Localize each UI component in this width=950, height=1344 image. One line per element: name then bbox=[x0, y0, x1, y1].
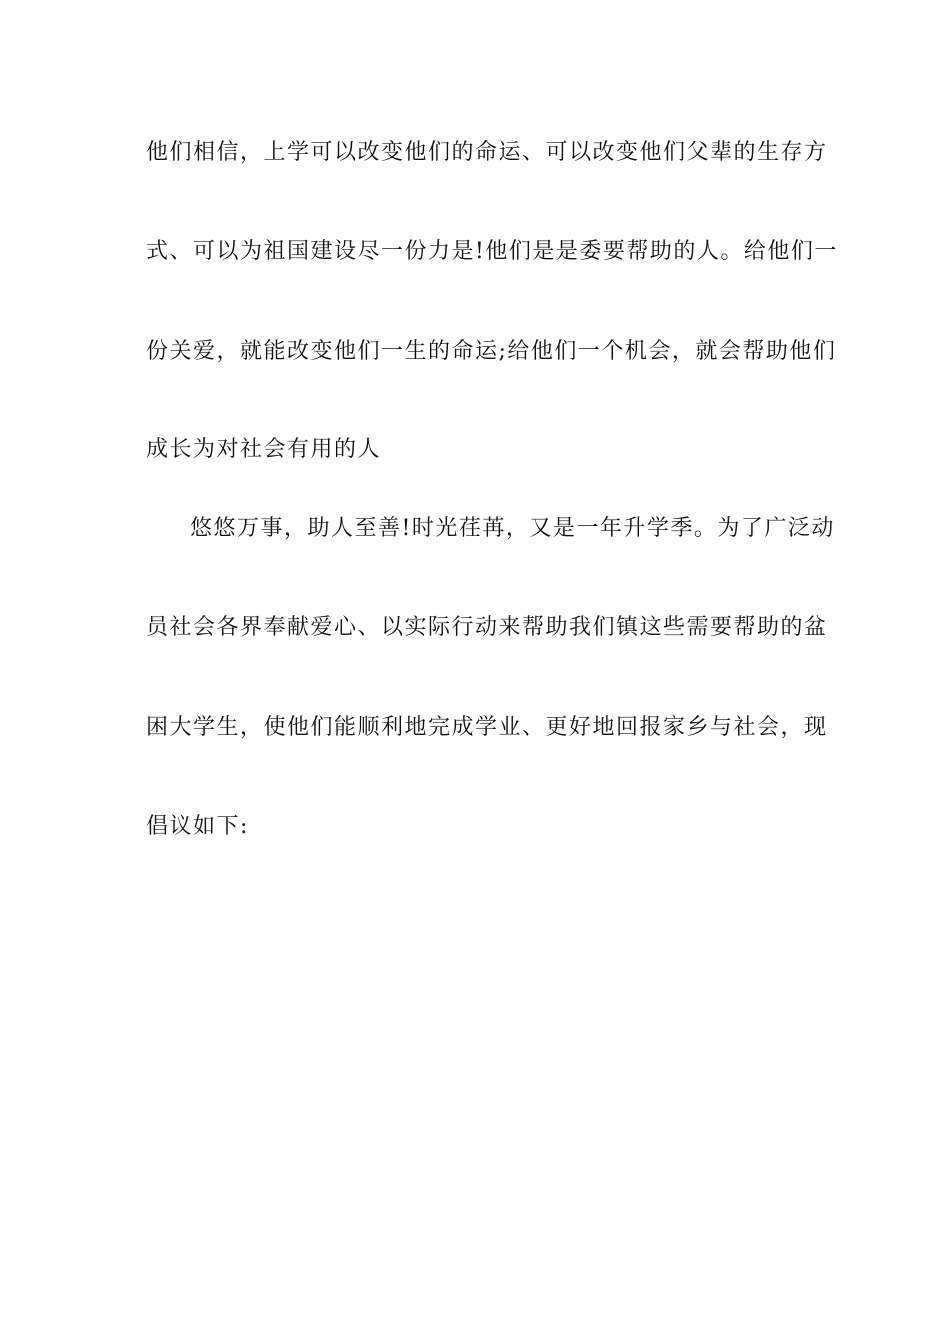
paragraph-line-8: 倡议如下: bbox=[146, 814, 249, 839]
paragraph-line-7: 困大学生，使他们能顺利地完成学业、更好地回报家乡与社会，现 bbox=[146, 715, 828, 740]
paragraph-line-4: 成长为对社会有用的人 bbox=[146, 437, 382, 462]
paragraph-line-2: 式、可以为祖国建设尽一份力是!他们是是委要帮助的人。给他们一 bbox=[146, 239, 838, 264]
paragraph-line-6: 员社会各界奉献爱心、以实际行动来帮助我们镇这些需要帮助的盆 bbox=[146, 615, 828, 640]
paragraph-line-5: 悠悠万事，助人至善!时光荏苒，又是一年升学季。为了广泛动 bbox=[190, 516, 835, 541]
paragraph-line-3: 份关爱，就能改变他们一生的命运;给他们一个机会，就会帮助他们 bbox=[146, 339, 837, 364]
paragraph-line-1: 他们相信，上学可以改变他们的命运、可以改变他们父辈的生存方 bbox=[146, 140, 828, 165]
